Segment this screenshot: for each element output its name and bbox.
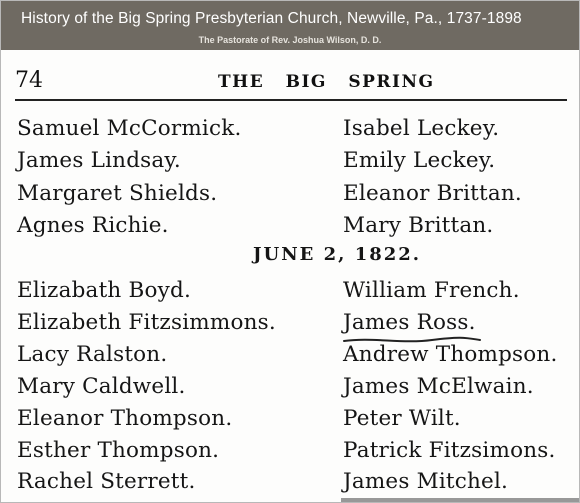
member-name: James McElwain.	[343, 374, 534, 399]
member-name: Mary Brittan.	[343, 213, 494, 238]
member-name: Elizabeth Fitzsimmons.	[17, 310, 276, 335]
scanned-page	[1, 50, 579, 502]
member-name: Patrick Fitzsimons.	[343, 438, 556, 463]
member-name: Eleanor Thompson.	[17, 406, 233, 431]
page-number: 74	[15, 68, 43, 93]
member-name: Margaret Shields.	[17, 181, 218, 206]
member-name: James Mitchel.	[343, 469, 509, 494]
document-header	[1, 1, 579, 50]
member-name: Samuel McCormick.	[17, 116, 242, 141]
member-name: Eleanor Brittan.	[343, 181, 522, 206]
member-name: Emily Leckey.	[343, 148, 496, 173]
member-name: Esther Thompson.	[17, 438, 220, 463]
running-head: THE BIG SPRING	[218, 72, 435, 92]
document-subtitle: The Pastorate of Rev. Joshua Wilson, D. D.	[198, 35, 382, 45]
member-name: William French.	[343, 278, 520, 303]
document-title: History of the Big Spring Presbyterian Church, Newville, Pa., 1737-1898	[21, 10, 522, 27]
member-name: Elizabath Boyd.	[17, 278, 191, 303]
member-name: James Ross.	[343, 310, 476, 335]
member-name: Lacy Ralston.	[17, 342, 168, 367]
member-name: Andrew Thompson.	[343, 342, 558, 367]
member-name: Mary Caldwell.	[17, 374, 186, 399]
header-rule	[15, 99, 567, 101]
handwritten-underline	[342, 335, 482, 347]
member-name: James Lindsay.	[17, 148, 181, 173]
member-name: Rachel Sterrett.	[17, 469, 196, 494]
member-name: Agnes Richie.	[17, 213, 169, 238]
date-heading: JUNE 2, 1822.	[253, 244, 422, 265]
member-name: Peter Wilt.	[343, 406, 461, 431]
cutoff-line	[341, 490, 580, 503]
member-name: Isabel Leckey.	[343, 116, 500, 141]
